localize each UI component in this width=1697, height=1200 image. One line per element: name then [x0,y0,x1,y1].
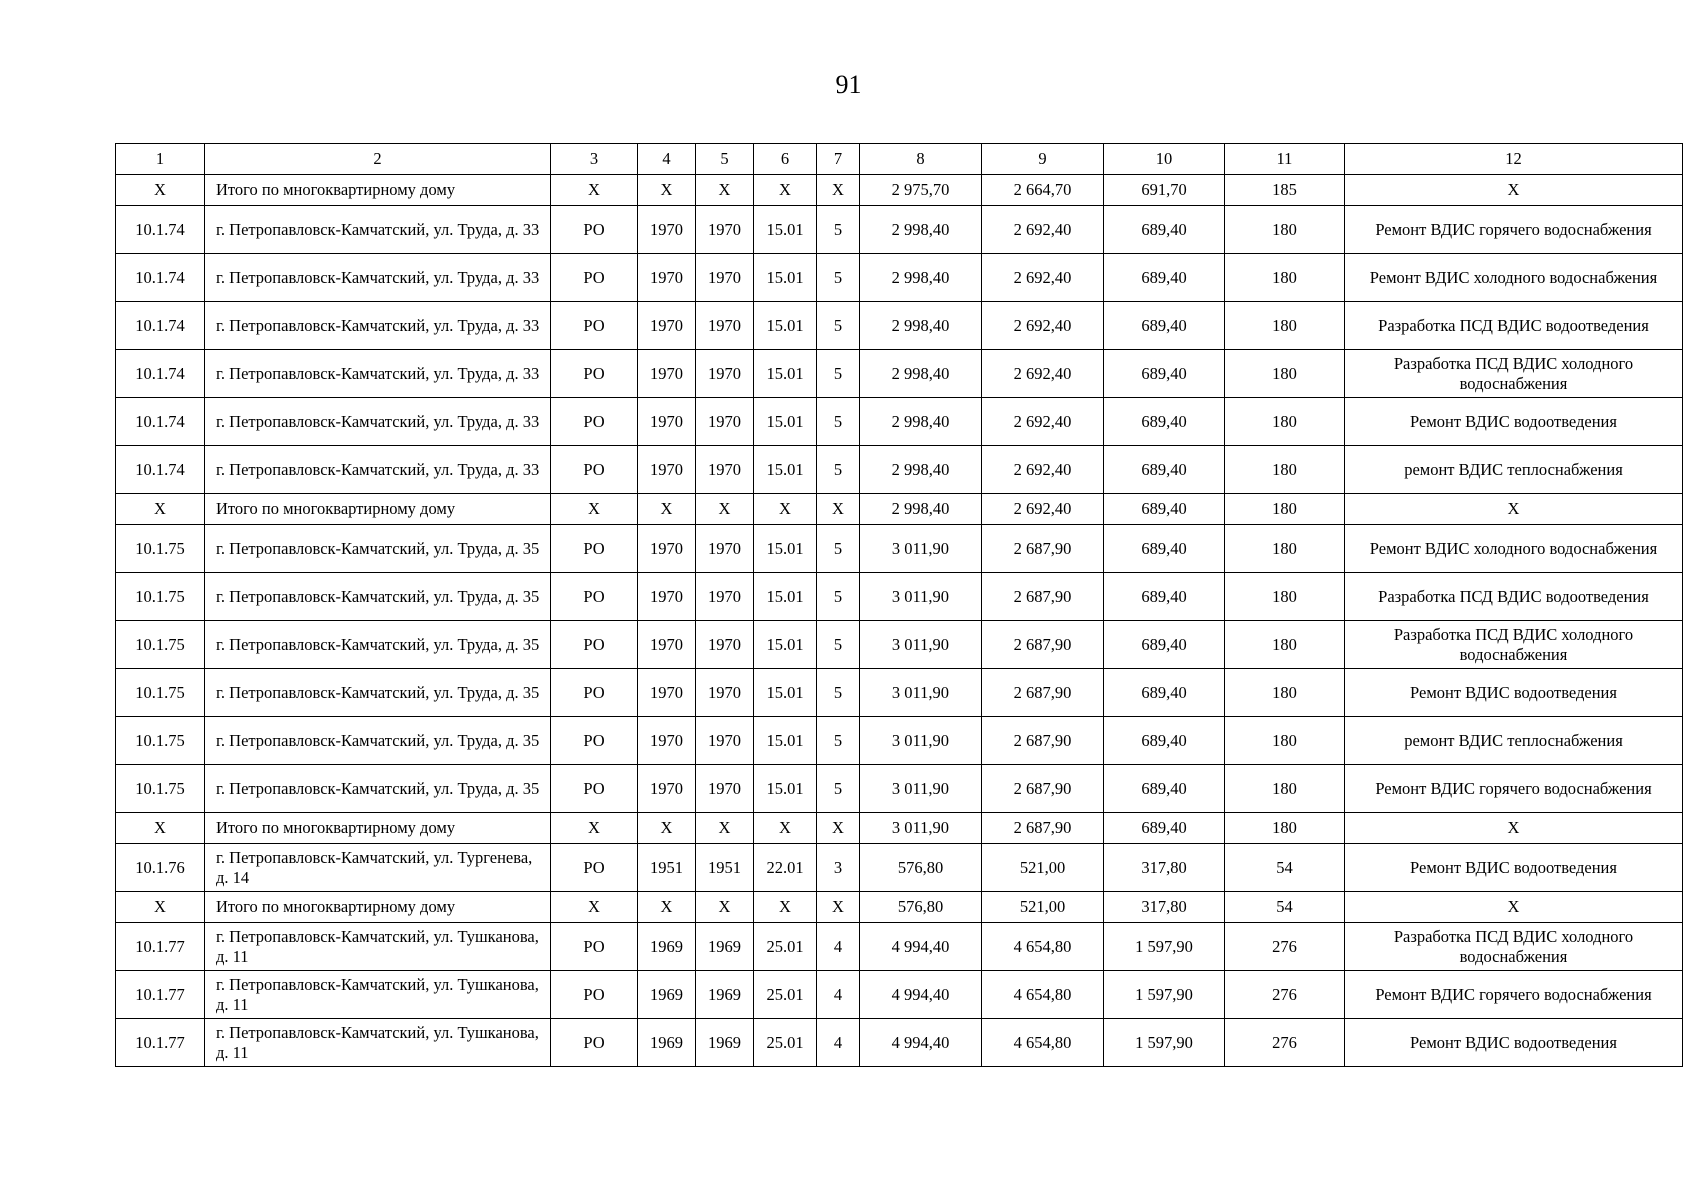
item-number-cell: 10.1.75 [116,621,205,669]
category-cell: РО [551,302,638,350]
item-number-cell: 10.1.75 [116,573,205,621]
floors-cell: X [817,175,860,206]
housing-repair-table [115,143,1683,1067]
code-cell: X [754,813,817,844]
table-row [116,398,1683,446]
work-type-cell: ремонт ВДИС теплоснабжения [1345,446,1683,494]
total-area-cell: 2 998,40 [860,398,982,446]
common-area-cell: 689,40 [1104,206,1225,254]
common-area-cell: 689,40 [1104,525,1225,573]
page-number: 91 [835,70,862,99]
address-cell: г. Петропавловск-Камчатский, ул. Тушканова, д. 11 [205,971,551,1019]
work-type-cell: Ремонт ВДИС горячего водоснабжения [1345,765,1683,813]
table-row [116,206,1683,254]
address-cell: г. Петропавловск-Камчатский, ул. Труда, д. 33 [205,206,551,254]
table-row [116,621,1683,669]
address-cell: г. Петропавловск-Камчатский, ул. Труда, д. 35 [205,621,551,669]
living-area-cell: 2 692,40 [982,206,1104,254]
work-type-cell: X [1345,892,1683,923]
total-area-cell: 3 011,90 [860,765,982,813]
common-area-cell: 689,40 [1104,350,1225,398]
living-area-cell: 2 687,90 [982,621,1104,669]
floors-cell: X [817,892,860,923]
category-cell: РО [551,621,638,669]
build-year-cell: 1970 [638,254,696,302]
commission-year-cell: 1970 [696,446,754,494]
code-cell: 15.01 [754,669,817,717]
work-type-cell: Ремонт ВДИС водоотведения [1345,844,1683,892]
address-cell: г. Петропавловск-Камчатский, ул. Труда, д. 33 [205,254,551,302]
work-type-cell: Разработка ПСД ВДИС холодного водоснабжения [1345,923,1683,971]
category-cell: РО [551,717,638,765]
column-number-7: 7 [817,144,860,175]
floors-cell: 5 [817,621,860,669]
living-area-cell: 521,00 [982,844,1104,892]
build-year-cell: 1970 [638,446,696,494]
code-cell: 22.01 [754,844,817,892]
residents-cell: 180 [1225,446,1345,494]
living-area-cell: 4 654,80 [982,923,1104,971]
column-number-6: 6 [754,144,817,175]
code-cell: X [754,892,817,923]
living-area-cell: 2 664,70 [982,175,1104,206]
item-number-cell: 10.1.74 [116,398,205,446]
address-cell: г. Петропавловск-Камчатский, ул. Труда, д. 35 [205,573,551,621]
code-cell: 15.01 [754,302,817,350]
floors-cell: 5 [817,302,860,350]
common-area-cell: 689,40 [1104,717,1225,765]
living-area-cell: 4 654,80 [982,1019,1104,1067]
residents-cell: 276 [1225,971,1345,1019]
work-type-cell: Ремонт ВДИС водоотведения [1345,398,1683,446]
common-area-cell: 317,80 [1104,892,1225,923]
column-number-4: 4 [638,144,696,175]
column-number-8: 8 [860,144,982,175]
table-row [116,446,1683,494]
floors-cell: 3 [817,844,860,892]
item-number-cell: 10.1.75 [116,525,205,573]
commission-year-cell: 1970 [696,206,754,254]
living-area-cell: 2 692,40 [982,302,1104,350]
category-cell: X [551,494,638,525]
item-number-cell: 10.1.77 [116,923,205,971]
table-body [116,144,1683,1067]
item-number-cell: 10.1.75 [116,717,205,765]
residents-cell: 180 [1225,573,1345,621]
total-area-cell: 3 011,90 [860,525,982,573]
common-area-cell: 689,40 [1104,494,1225,525]
item-number-cell: 10.1.74 [116,446,205,494]
code-cell: 15.01 [754,573,817,621]
code-cell: 15.01 [754,621,817,669]
build-year-cell: 1970 [638,525,696,573]
floors-cell: 5 [817,525,860,573]
residents-cell: 180 [1225,206,1345,254]
residents-cell: 180 [1225,254,1345,302]
total-row [116,175,1683,206]
work-type-cell: Ремонт ВДИС водоотведения [1345,1019,1683,1067]
total-area-cell: 4 994,40 [860,1019,982,1067]
code-cell: X [754,494,817,525]
item-number-cell: 10.1.74 [116,302,205,350]
column-number-1: 1 [116,144,205,175]
total-area-cell: 4 994,40 [860,971,982,1019]
commission-year-cell: 1970 [696,573,754,621]
total-area-cell: 3 011,90 [860,573,982,621]
residents-cell: 180 [1225,669,1345,717]
residents-cell: 276 [1225,923,1345,971]
address-cell: г. Петропавловск-Камчатский, ул. Труда, д. 33 [205,446,551,494]
total-area-cell: 3 011,90 [860,813,982,844]
commission-year-cell: X [696,494,754,525]
table-row [116,525,1683,573]
address-cell: г. Петропавловск-Камчатский, ул. Труда, д. 33 [205,350,551,398]
category-cell: РО [551,206,638,254]
code-cell: X [754,175,817,206]
table-row [116,254,1683,302]
build-year-cell: 1970 [638,398,696,446]
living-area-cell: 2 692,40 [982,350,1104,398]
category-cell: РО [551,669,638,717]
living-area-cell: 2 692,40 [982,398,1104,446]
living-area-cell: 2 687,90 [982,717,1104,765]
total-row [116,813,1683,844]
living-area-cell: 2 687,90 [982,573,1104,621]
residents-cell: 180 [1225,765,1345,813]
total-area-cell: 576,80 [860,892,982,923]
common-area-cell: 689,40 [1104,302,1225,350]
total-area-cell: 576,80 [860,844,982,892]
common-area-cell: 691,70 [1104,175,1225,206]
commission-year-cell: 1970 [696,765,754,813]
total-row [116,494,1683,525]
address-cell: Итого по многоквартирному дому [205,175,551,206]
residents-cell: 180 [1225,717,1345,765]
code-cell: 25.01 [754,1019,817,1067]
category-cell: РО [551,844,638,892]
floors-cell: 4 [817,923,860,971]
living-area-cell: 2 687,90 [982,525,1104,573]
item-number-cell: 10.1.74 [116,350,205,398]
category-cell: РО [551,525,638,573]
address-cell: г. Петропавловск-Камчатский, ул. Труда, д. 35 [205,717,551,765]
work-type-cell: X [1345,494,1683,525]
commission-year-cell: 1969 [696,1019,754,1067]
commission-year-cell: 1970 [696,350,754,398]
table-row [116,573,1683,621]
common-area-cell: 689,40 [1104,573,1225,621]
build-year-cell: X [638,892,696,923]
common-area-cell: 689,40 [1104,765,1225,813]
floors-cell: 4 [817,1019,860,1067]
table-row [116,1019,1683,1067]
floors-cell: 5 [817,206,860,254]
item-number-cell: 10.1.75 [116,669,205,717]
build-year-cell: 1970 [638,669,696,717]
work-type-cell: X [1345,813,1683,844]
address-cell: г. Петропавловск-Камчатский, ул. Тушканова, д. 11 [205,923,551,971]
table-row [116,765,1683,813]
living-area-cell: 521,00 [982,892,1104,923]
work-type-cell: Разработка ПСД ВДИС холодного водоснабжения [1345,621,1683,669]
residents-cell: 180 [1225,621,1345,669]
code-cell: 15.01 [754,525,817,573]
living-area-cell: 2 692,40 [982,446,1104,494]
category-cell: РО [551,446,638,494]
address-cell: г. Петропавловск-Камчатский, ул. Труда, д. 33 [205,398,551,446]
code-cell: 15.01 [754,717,817,765]
code-cell: 15.01 [754,446,817,494]
build-year-cell: 1970 [638,302,696,350]
column-number-row [116,144,1683,175]
common-area-cell: 1 597,90 [1104,971,1225,1019]
total-area-cell: 3 011,90 [860,621,982,669]
category-cell: РО [551,971,638,1019]
work-type-cell: X [1345,175,1683,206]
build-year-cell: 1970 [638,573,696,621]
code-cell: 15.01 [754,206,817,254]
common-area-cell: 689,40 [1104,669,1225,717]
category-cell: X [551,813,638,844]
work-type-cell: Ремонт ВДИС водоотведения [1345,669,1683,717]
column-number-10: 10 [1104,144,1225,175]
living-area-cell: 2 692,40 [982,494,1104,525]
table-row [116,717,1683,765]
floors-cell: 5 [817,398,860,446]
build-year-cell: 1969 [638,971,696,1019]
commission-year-cell: 1970 [696,398,754,446]
residents-cell: 180 [1225,494,1345,525]
total-area-cell: 2 998,40 [860,254,982,302]
work-type-cell: Разработка ПСД ВДИС водоотведения [1345,573,1683,621]
address-cell: Итого по многоквартирному дому [205,813,551,844]
residents-cell: 54 [1225,844,1345,892]
table-row [116,302,1683,350]
address-cell: г. Петропавловск-Камчатский, ул. Труда, д. 33 [205,302,551,350]
code-cell: 15.01 [754,398,817,446]
living-area-cell: 2 687,90 [982,765,1104,813]
build-year-cell: 1969 [638,1019,696,1067]
total-area-cell: 2 975,70 [860,175,982,206]
table-row [116,923,1683,971]
column-number-12: 12 [1345,144,1683,175]
living-area-cell: 2 687,90 [982,669,1104,717]
build-year-cell: 1970 [638,621,696,669]
column-number-11: 11 [1225,144,1345,175]
work-type-cell: Ремонт ВДИС горячего водоснабжения [1345,971,1683,1019]
table-row [116,844,1683,892]
build-year-cell: X [638,813,696,844]
build-year-cell: X [638,494,696,525]
common-area-cell: 689,40 [1104,813,1225,844]
commission-year-cell: 1970 [696,621,754,669]
column-number-3: 3 [551,144,638,175]
commission-year-cell: 1970 [696,525,754,573]
common-area-cell: 689,40 [1104,254,1225,302]
address-cell: г. Петропавловск-Камчатский, ул. Тургенева, д. 14 [205,844,551,892]
total-area-cell: 2 998,40 [860,446,982,494]
column-number-2: 2 [205,144,551,175]
address-cell: г. Петропавловск-Камчатский, ул. Труда, д. 35 [205,525,551,573]
item-number-cell: 10.1.75 [116,765,205,813]
table-row [116,971,1683,1019]
floors-cell: X [817,494,860,525]
commission-year-cell: X [696,892,754,923]
living-area-cell: 2 692,40 [982,254,1104,302]
address-cell: г. Петропавловск-Камчатский, ул. Труда, д. 35 [205,669,551,717]
item-number-cell: X [116,494,205,525]
floors-cell: X [817,813,860,844]
work-type-cell: Разработка ПСД ВДИС водоотведения [1345,302,1683,350]
item-number-cell: 10.1.74 [116,254,205,302]
commission-year-cell: 1951 [696,844,754,892]
total-row [116,892,1683,923]
total-area-cell: 3 011,90 [860,669,982,717]
floors-cell: 4 [817,971,860,1019]
category-cell: РО [551,350,638,398]
build-year-cell: X [638,175,696,206]
work-type-cell: Разработка ПСД ВДИС холодного водоснабжения [1345,350,1683,398]
floors-cell: 5 [817,573,860,621]
common-area-cell: 1 597,90 [1104,923,1225,971]
item-number-cell: X [116,892,205,923]
residents-cell: 180 [1225,813,1345,844]
build-year-cell: 1951 [638,844,696,892]
total-area-cell: 2 998,40 [860,206,982,254]
address-cell: Итого по многоквартирному дому [205,892,551,923]
work-type-cell: Ремонт ВДИС холодного водоснабжения [1345,254,1683,302]
floors-cell: 5 [817,254,860,302]
item-number-cell: X [116,813,205,844]
commission-year-cell: 1970 [696,254,754,302]
column-number-9: 9 [982,144,1104,175]
code-cell: 25.01 [754,971,817,1019]
table-row [116,350,1683,398]
total-area-cell: 2 998,40 [860,302,982,350]
floors-cell: 5 [817,446,860,494]
item-number-cell: 10.1.76 [116,844,205,892]
code-cell: 25.01 [754,923,817,971]
commission-year-cell: 1969 [696,971,754,1019]
category-cell: X [551,892,638,923]
column-number-5: 5 [696,144,754,175]
common-area-cell: 689,40 [1104,446,1225,494]
item-number-cell: X [116,175,205,206]
commission-year-cell: 1970 [696,717,754,765]
category-cell: РО [551,254,638,302]
floors-cell: 5 [817,669,860,717]
commission-year-cell: 1970 [696,302,754,350]
commission-year-cell: 1969 [696,923,754,971]
residents-cell: 180 [1225,525,1345,573]
residents-cell: 54 [1225,892,1345,923]
floors-cell: 5 [817,765,860,813]
work-type-cell: Ремонт ВДИС горячего водоснабжения [1345,206,1683,254]
residents-cell: 180 [1225,302,1345,350]
total-area-cell: 2 998,40 [860,350,982,398]
build-year-cell: 1970 [638,717,696,765]
residents-cell: 276 [1225,1019,1345,1067]
item-number-cell: 10.1.74 [116,206,205,254]
build-year-cell: 1970 [638,765,696,813]
common-area-cell: 689,40 [1104,621,1225,669]
build-year-cell: 1969 [638,923,696,971]
common-area-cell: 689,40 [1104,398,1225,446]
residents-cell: 180 [1225,350,1345,398]
total-area-cell: 2 998,40 [860,494,982,525]
item-number-cell: 10.1.77 [116,1019,205,1067]
code-cell: 15.01 [754,765,817,813]
living-area-cell: 4 654,80 [982,971,1104,1019]
address-cell: г. Петропавловск-Камчатский, ул. Тушканова, д. 11 [205,1019,551,1067]
residents-cell: 180 [1225,398,1345,446]
commission-year-cell: X [696,175,754,206]
living-area-cell: 2 687,90 [982,813,1104,844]
category-cell: РО [551,398,638,446]
total-area-cell: 4 994,40 [860,923,982,971]
floors-cell: 5 [817,717,860,765]
residents-cell: 185 [1225,175,1345,206]
category-cell: РО [551,923,638,971]
build-year-cell: 1970 [638,206,696,254]
category-cell: РО [551,573,638,621]
common-area-cell: 1 597,90 [1104,1019,1225,1067]
commission-year-cell: X [696,813,754,844]
address-cell: г. Петропавловск-Камчатский, ул. Труда, д. 35 [205,765,551,813]
commission-year-cell: 1970 [696,669,754,717]
work-type-cell: ремонт ВДИС теплоснабжения [1345,717,1683,765]
category-cell: РО [551,765,638,813]
category-cell: РО [551,1019,638,1067]
address-cell: Итого по многоквартирному дому [205,494,551,525]
code-cell: 15.01 [754,350,817,398]
floors-cell: 5 [817,350,860,398]
item-number-cell: 10.1.77 [116,971,205,1019]
table-row [116,669,1683,717]
common-area-cell: 317,80 [1104,844,1225,892]
build-year-cell: 1970 [638,350,696,398]
category-cell: X [551,175,638,206]
total-area-cell: 3 011,90 [860,717,982,765]
code-cell: 15.01 [754,254,817,302]
work-type-cell: Ремонт ВДИС холодного водоснабжения [1345,525,1683,573]
